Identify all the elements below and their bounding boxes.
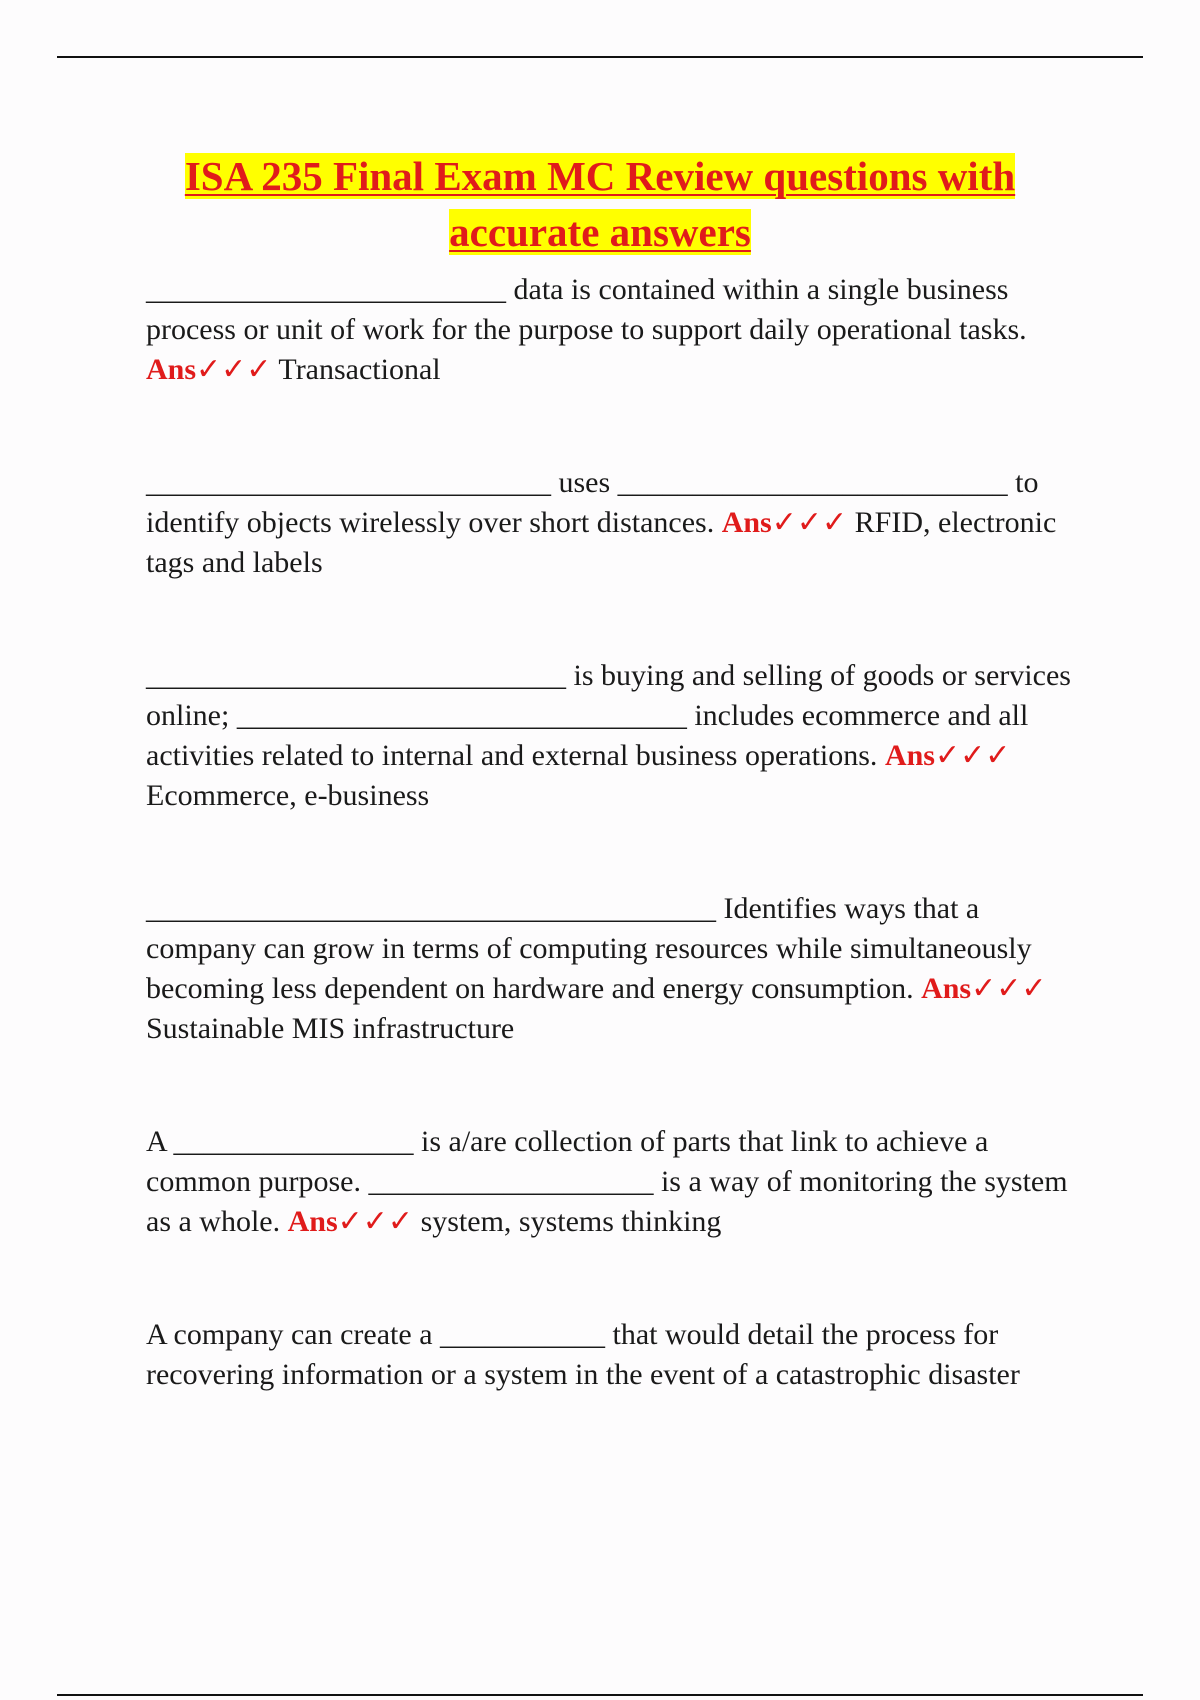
answer-text: Transactional bbox=[278, 353, 441, 386]
question-6 bbox=[146, 1315, 1096, 1395]
question-text: ______________________________________ Identifies ways that a company can grow in terms of computing resources while simultaneously becoming less dependent on hardware and energy consumption. bbox=[146, 892, 1032, 1005]
answer-label: Ans✓✓✓ bbox=[287, 1205, 414, 1238]
answer-label: Ans✓✓✓ bbox=[884, 739, 1011, 772]
check-marks-icon: ✓✓✓ bbox=[337, 1205, 414, 1238]
answer-text: RFID, electronic tags and labels bbox=[146, 506, 1057, 579]
question-text: A company can create a ___________ that would detail the process for recovering information or a system in the event of a catastrophic disaster bbox=[146, 1318, 1020, 1391]
question-2 bbox=[146, 463, 1096, 583]
question-text: A ________________ is a/are collection of parts that link to achieve a common purpose. ___________________ is a way of monitoring the system as a whole. bbox=[146, 1125, 1068, 1238]
question-1 bbox=[146, 270, 1096, 390]
footer-rule bbox=[57, 1694, 1143, 1696]
question-text: ________________________ data is contained within a single business process or unit of work for the purpose to support daily operational tasks. bbox=[146, 273, 1027, 346]
header-rule bbox=[57, 56, 1143, 58]
check-marks-icon: ✓✓✓ bbox=[196, 353, 272, 386]
answer-text: Sustainable MIS infrastructure bbox=[146, 1012, 515, 1045]
check-marks-icon: ✓✓✓ bbox=[971, 972, 1047, 1005]
question-list bbox=[146, 270, 1096, 1395]
answer-text: system, systems thinking bbox=[420, 1205, 722, 1238]
answer-text: Ecommerce, e-business bbox=[146, 779, 430, 812]
answer-label: Ans✓✓✓ bbox=[721, 506, 848, 539]
answer-label: Ans✓✓✓ bbox=[146, 353, 272, 386]
check-marks-icon: ✓✓✓ bbox=[771, 506, 848, 539]
page-title-text: ISA 235 Final Exam MC Review questions with accurate answers bbox=[184, 153, 1016, 255]
question-text: ____________________________ is buying and selling of goods or services online; ______________________________ includes ecommerce and all activities related to internal and external business operations. bbox=[146, 659, 1071, 772]
answer-label: Ans✓✓✓ bbox=[921, 972, 1047, 1005]
question-5 bbox=[146, 1122, 1096, 1242]
page-title bbox=[120, 148, 1080, 260]
question-3 bbox=[146, 656, 1096, 816]
question-text: ___________________________ uses __________________________ to identify objects wirelessly over short distances. bbox=[146, 466, 1039, 539]
check-marks-icon: ✓✓✓ bbox=[934, 739, 1011, 772]
question-4 bbox=[146, 889, 1096, 1049]
